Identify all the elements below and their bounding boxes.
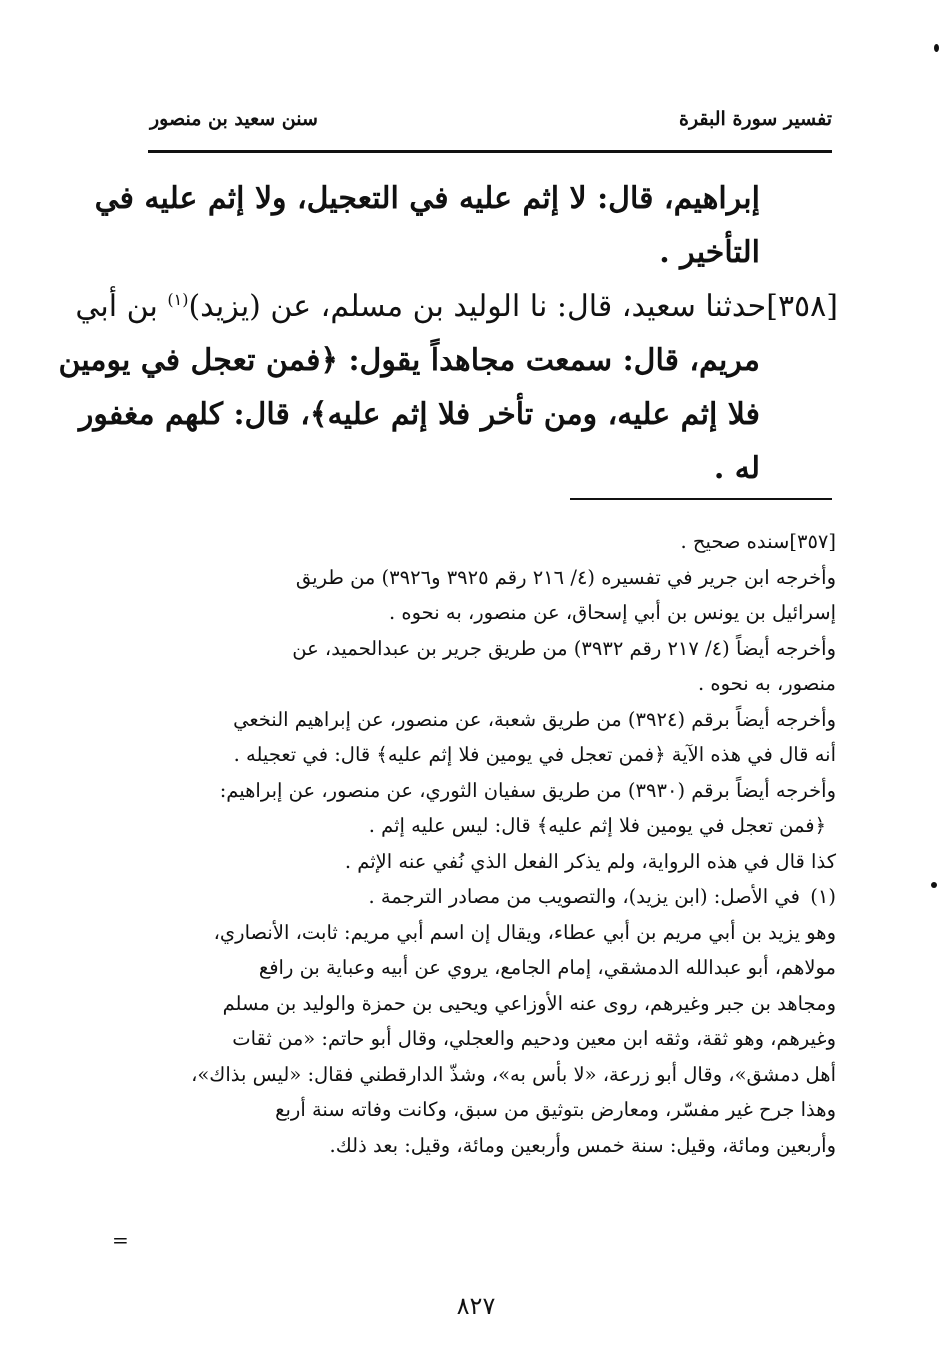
entry-first-line — [75, 280, 838, 334]
footnote-line: وهو يزيد بن أبي مريم بن أبي عطاء، ويقال إن اسم أبي مريم: ثابت، الأنصاري، — [213, 920, 836, 944]
page-number: ٨٢٧ — [456, 1292, 496, 1320]
footnote-marker: (١) — [810, 885, 836, 908]
footnote-1-first-line — [136, 879, 836, 915]
footnote-line: أنه قال في هذه الآية ﴿فمن تعجل في يومين فلا إثم عليه﴾ قال: في تعجيله . — [233, 743, 836, 766]
entry-number: [٣٥٨] — [766, 289, 838, 324]
footnote-line: أهل دمشق»، وقال أبو زرعة، «لا بأس به»، وشذّ الدارقطني فقال: «ليس بذاك»، — [191, 1062, 836, 1086]
main-line: فلا إثم عليه، ومن تأخر فلا إثم عليه﴾، قال: كلهم مغفور — [78, 397, 760, 432]
header-rule — [148, 150, 832, 153]
continuation-mark: = — [112, 1228, 129, 1252]
main-text-prev-entry — [94, 172, 838, 280]
footnote-separator — [570, 498, 832, 500]
footnotes — [136, 524, 836, 1163]
running-header-chapter: تفسير سورة البقرة — [678, 108, 832, 130]
footnote-reference: (١) — [167, 290, 189, 309]
footnote-line: ﴿فمن تعجل في يومين فلا إثم عليه﴾ قال: ليس عليه إثم . — [368, 814, 826, 837]
footnote-line: وأخرجه أيضاً برقم (٣٩٣٠) من طريق سفيان الثوري، عن منصور، عن إبراهيم: — [219, 778, 836, 802]
scan-speck — [931, 882, 937, 888]
footnote-line: [٣٥٧]سنده صحيح . — [680, 530, 836, 553]
main-line: مريم، قال: سمعت مجاهداً يقول: ﴿فمن تعجل في يومين — [58, 343, 760, 378]
footnote-line: في الأصل: (ابن يزيد)، والتصويب من مصادر الترجمة . — [368, 885, 800, 908]
footnote-line: كذا قال في هذه الرواية، ولم يذكر الفعل الذي نُفي عنه الإثم . — [344, 849, 836, 873]
main-line-end: بن أبي — [75, 289, 158, 324]
footnote-line: وأربعين ومائة، وقيل: سنة خمس وأربعين ومائة، وقيل: بعد ذلك. — [329, 1133, 836, 1157]
scan-speck — [934, 44, 939, 52]
footnote-line: وأخرجه ابن جرير في تفسيره (٤/ ٢١٦ رقم ٣٩٢٥ و٣٩٢٦) من طريق — [295, 565, 836, 589]
running-header-book: سنن سعيد بن منصور — [150, 108, 318, 130]
main-line: له . — [713, 451, 760, 486]
footnote-line: إسرائيل بن يونس بن أبي إسحاق، عن منصور، به نحوه . — [388, 601, 836, 624]
footnote-line: ومجاهد بن جبر وغيرهم، روى عنه الأوزاعي ويحيى بن حمزة والوليد بن مسلم — [222, 991, 836, 1015]
main-line: التأخير . — [659, 235, 760, 270]
footnote-line: وهذا جرح غير مفسّر، ومعارض بتوثيق من سبق، وكانت وفاته سنة أربع — [275, 1098, 836, 1121]
footnote-line: مولاهم، أبو عبدالله الدمشقي، إمام الجامع، يروي عن أبيه وعباية بن رافع — [258, 956, 836, 979]
footnote-line: وأخرجه أيضاً (٤/ ٢١٧ رقم ٣٩٣٢) من طريق جرير بن عبدالحميد، عن — [292, 636, 836, 660]
footnote-line: وغيرهم، وهو ثقة، وثقه ابن معين ودحيم والعجلي، وقال أبو حاتم: «من ثقات — [232, 1027, 836, 1050]
main-line: إبراهيم، قال: لا إثم عليه في التعجيل، ولا إثم عليه في — [94, 181, 760, 216]
main-line: حدثنا سعيد، قال: نا الوليد بن مسلم، عن (يزيد) — [188, 289, 767, 324]
main-text-entry-358 — [58, 280, 838, 496]
footnote-line: وأخرجه أيضاً برقم (٣٩٢٤) من طريق شعبة، عن منصور، عن إبراهيم النخعي — [233, 707, 836, 731]
footnote-line: منصور، به نحوه . — [697, 672, 836, 695]
